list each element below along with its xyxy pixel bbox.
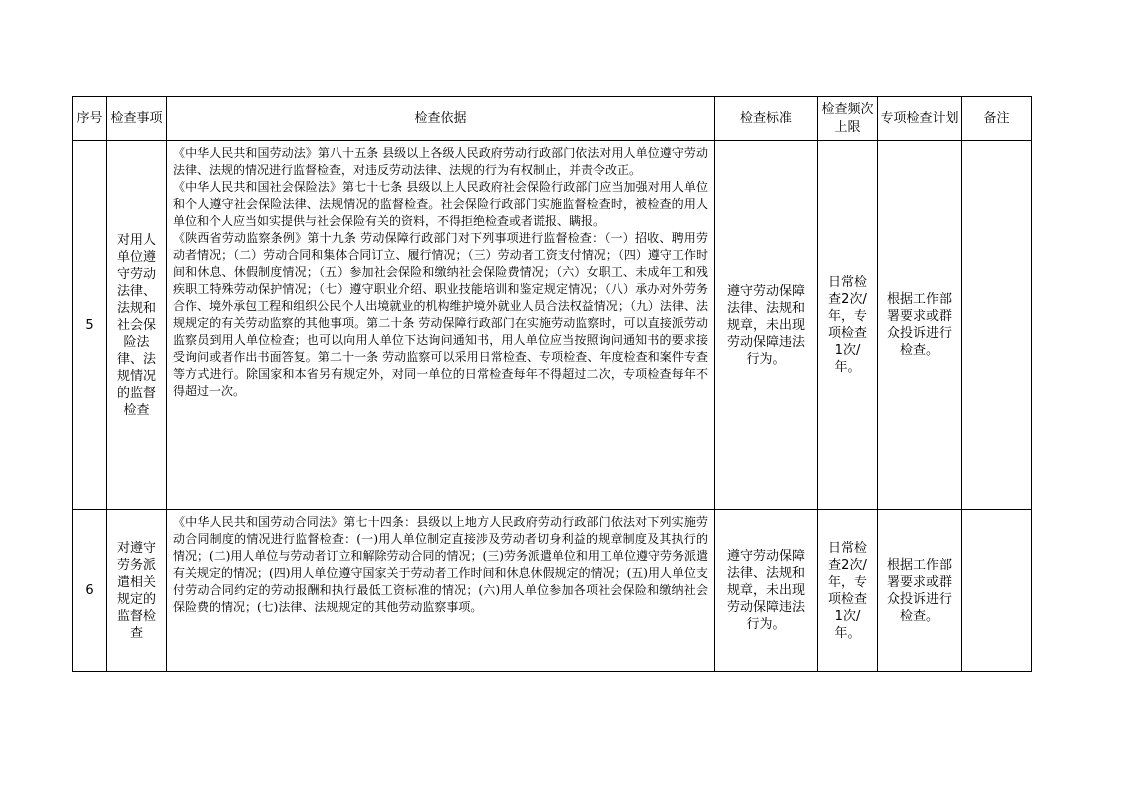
header-remarks: 备注 — [962, 97, 1032, 141]
row-plan: 根据工作部署要求或群众投诉进行检查。 — [878, 510, 962, 672]
inspection-table — [72, 96, 1032, 672]
row-frequency: 日常检查2次/年，专项检查1次/年。 — [818, 141, 878, 510]
header-standard: 检查标准 — [715, 97, 818, 141]
row-frequency: 日常检查2次/年，专项检查1次/年。 — [818, 510, 878, 672]
row-plan: 根据工作部署要求或群众投诉进行检查。 — [878, 141, 962, 510]
row-item: 对遵守劳务派遣相关规定的监督检查 — [107, 510, 167, 672]
row-number: 6 — [73, 510, 107, 672]
row-remarks — [962, 141, 1032, 510]
header-basis: 检查依据 — [167, 97, 715, 141]
row-basis: 《中华人民共和国劳动法》第八十五条 县级以上各级人民政府劳动行政部门依法对用人单位遵守劳动法律、法规的情况进行监督检查，对违反劳动法律、法规的行为有权制止，并责令改正。 《中华人民共和国社会保险法》第七十七条 县级以上人民政府社会保险行政部门应当加强对用人单位和个人遵守社会保险法律、法规情况的监督检查。社会保险行政部门实施监督检查时，被检查的用人单位和个人应当如实提供与社会保险有关的资料，不得拒绝检查或者谎报、瞒报。 《陕西省劳动监察条例》第十九条 劳动保障行政部门对下列事项进行监督检查：（一）招收、聘用劳动者情况；（二）劳动合同和集体合同订立、履行情况；（三）劳动者工资支付情况；（四）遵守工作时间和休息、休假制度情况；（五）参加社会保险和缴纳社会保险费情况；（六）女职工、未成年工和残疾职工特殊劳动保护情况；（七）遵守职业介绍、职业技能培训和鉴定规定情况；（八）承办对外劳务合作、境外承包工程和组织公民个人出境就业的机构维护境外就业人员合法权益情况；（九）法律、法规规定的有关劳动监察的其他事项。第二十条 劳动保障行政部门在实施劳动监察时，可以直接派劳动监察员到用人单位检查；也可以向用人单位下达询问通知书，用人单位应当按照询问通知书的要求接受询问或者作出书面答复。第二十一条 劳动监察可以采用日常检查、专项检查、年度检查和案件专查等方式进行。除国家和本省另有规定外，对同一单位的日常检查每年不得超过二次，专项检查每年不得超过一次。 — [167, 141, 715, 510]
row-item: 对用人单位遵守劳动法律、法规和社会保险法律、法规情况的监督检查 — [107, 141, 167, 510]
row-number: 5 — [73, 141, 107, 510]
row-basis: 《中华人民共和国劳动合同法》第七十四条：县级以上地方人民政府劳动行政部门依法对下列实施劳动合同制度的情况进行监督检查：(一)用人单位制定直接涉及劳动者切身利益的规章制度及其执行的情况；(二)用人单位与劳动者订立和解除劳动合同的情况；(三)劳务派遣单位和用工单位遵守劳务派遣有关规定的情况；(四)用人单位遵守国家关于劳动者工作时间和休息休假规定的情况；(五)用人单位支付劳动合同约定的劳动报酬和执行最低工资标准的情况；(六)用人单位参加各项社会保险和缴纳社会保险费的情况；(七)法律、法规规定的其他劳动监察事项。 — [167, 510, 715, 672]
row-standard: 遵守劳动保障法律、法规和规章，未出现劳动保障违法行为。 — [715, 141, 818, 510]
row-remarks — [962, 510, 1032, 672]
header-item: 检查事项 — [107, 97, 167, 141]
row-standard: 遵守劳动保障法律、法规和规章，未出现劳动保障违法行为。 — [715, 510, 818, 672]
header-plan: 专项检查计划 — [878, 97, 962, 141]
header-row — [73, 97, 1032, 141]
table-row — [73, 141, 1032, 510]
table-row — [73, 510, 1032, 672]
header-frequency: 检查频次上限 — [818, 97, 878, 141]
header-no: 序号 — [73, 97, 107, 141]
